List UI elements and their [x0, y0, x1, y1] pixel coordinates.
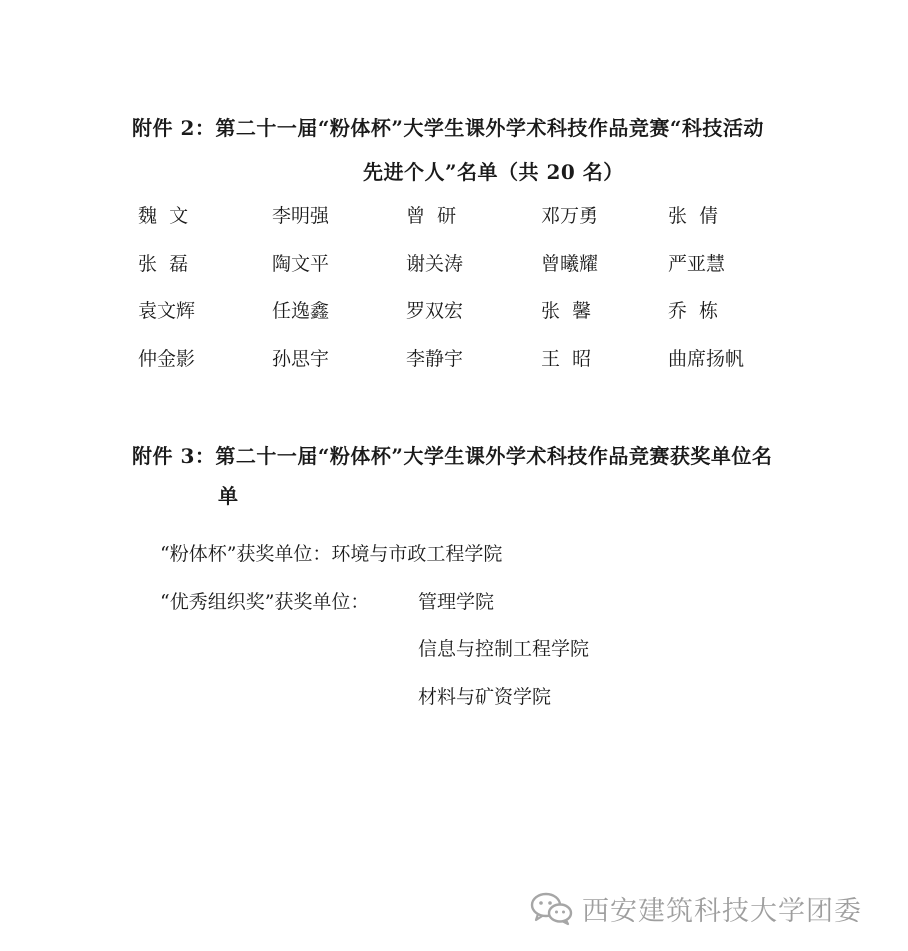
name-row [138, 202, 778, 250]
advanced-individuals-list [138, 202, 778, 392]
name-cell: 任逸鑫 [272, 300, 330, 322]
name-cell: 严亚慧 [668, 252, 726, 275]
organization-award-unit: 信息与控制工程学院 [418, 638, 590, 660]
name-cell: 张 磊 [138, 252, 189, 275]
name-cell: 魏 文 [138, 205, 189, 227]
name-cell: 袁文辉 [138, 300, 196, 322]
name-row [138, 345, 778, 393]
name-cell: 曾 研 [406, 205, 457, 227]
name-cell: 张 馨 [541, 300, 592, 322]
name-cell: 李明强 [272, 205, 330, 227]
organization-award-unit: 材料与矿资学院 [418, 686, 552, 708]
attachment3-title-line2: 单 [218, 484, 239, 508]
name-row [138, 297, 778, 345]
name-cell: 李静宇 [406, 347, 464, 370]
attachment2-title-line1: 附件 2：第二十一届“粉体杯”大学生课外学术科技作品竞赛“科技活动 [132, 116, 764, 140]
name-cell: 邓万勇 [541, 205, 599, 227]
cup-award-unit: “粉体杯”获奖单位：环境与市政工程学院 [160, 543, 503, 565]
attachment3-title-line1: 附件 3：第二十一届“粉体杯”大学生课外学术科技作品竞赛获奖单位名 [132, 444, 773, 468]
wechat-account-watermark [528, 888, 862, 928]
organization-award-label: “优秀组织奖”获奖单位： [160, 591, 370, 613]
name-cell: 王 昭 [541, 347, 592, 370]
wechat-icon [528, 890, 574, 926]
name-cell: 仲金影 [138, 347, 196, 370]
name-cell: 陶文平 [272, 252, 330, 275]
attachment2-title-line2: 先进个人”名单（共 20 名） [363, 160, 624, 184]
name-row [138, 250, 778, 298]
name-cell: 曾曦耀 [541, 252, 599, 275]
name-cell: 曲席扬帆 [668, 347, 745, 370]
name-cell: 罗双宏 [406, 300, 464, 322]
organization-award-unit: 管理学院 [418, 591, 495, 613]
name-cell: 谢关涛 [406, 252, 464, 275]
name-cell: 乔 栋 [668, 300, 719, 322]
watermark-account-name: 西安建筑科技大学团委 [582, 895, 862, 927]
name-cell: 张 倩 [668, 205, 719, 227]
name-cell: 孙思宇 [272, 347, 330, 370]
